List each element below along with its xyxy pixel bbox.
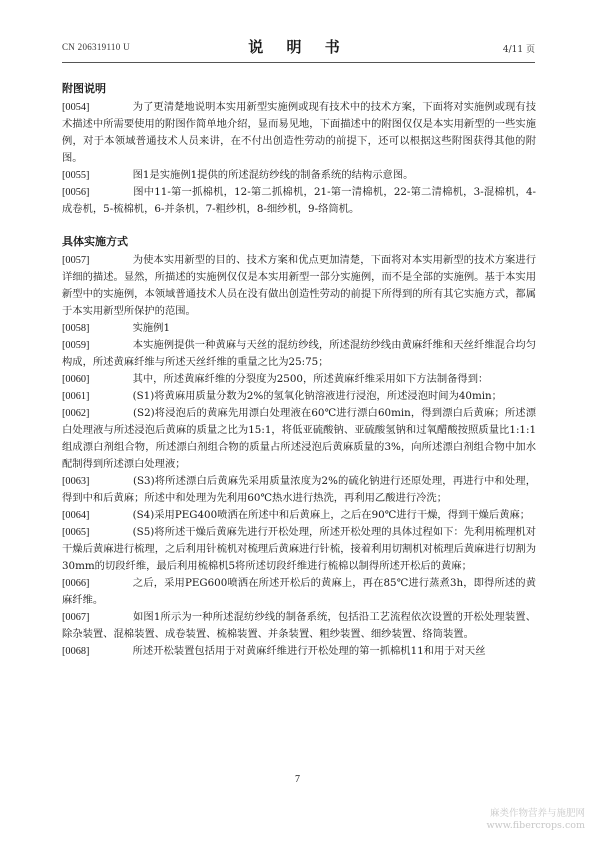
paragraph-0068 [62, 643, 536, 660]
document-body [62, 80, 536, 660]
paragraph-text: 为了更清楚地说明本实用新型实施例或现有技术中的技术方案，下面将对实施例或现有技术描述中所需要使用的附图作简单地介绍，显而易见地，下面描述中的附图仅仅是本实用新型的一些实施例，对于本领域普通技术人员来讲，在不付出创造性劳动的前提下，还可以根据这些附图获得其他的附图。 [62, 101, 536, 164]
paragraph-0060 [62, 371, 536, 388]
paragraph-number: [0056] [62, 187, 90, 198]
paragraph-text: (S2)将浸泡后的黄麻先用漂白处理液在60℃进行漂白60min，得到漂白后黄麻；所述漂白处理液与所述浸泡后黄麻的质量之比为15:1，将低亚硫酸钠、亚硫酸氢钠和过氧醋酸按照质量比1:1:1组成漂白剂组合物，所述漂白剂组合物的质量占所述浸泡后黄麻质量的3%，向所述漂白剂组合物中加水配制得到所述漂白处理液； [62, 407, 536, 470]
paragraph-text: 为使本实用新型的目的、技术方案和优点更加清楚，下面将对本实用新型的技术方案进行详细的描述。显然，所描述的实施例仅仅是本实用新型一部分实施例，而不是全部的实施例。基于本实用新型中的实施例，本领域普通技术人员在没有做出创造性劳动的前提下所得到的所有其它实施方式，都属于本实用新型所保护的范围。 [62, 254, 536, 317]
paragraph-text: (S1)将黄麻用质量分数为2%的氢氧化钠溶液进行浸泡，所述浸泡时间为40min； [112, 390, 502, 402]
paragraph-number: [0054] [62, 102, 90, 113]
paragraph-text: (S3)将所述漂白后黄麻先采用质量浓度为2%的硫化钠进行还原处理，再进行中和处理，得到中和后黄麻；所述中和处理为先利用60℃热水进行热洗，再利用乙酸进行冷洗； [62, 475, 536, 504]
paragraph-text: 图1是实施例1提供的所述混纺纱线的制备系统的结构示意图。 [112, 169, 414, 181]
paragraph-text: 实施例1 [112, 322, 171, 334]
paragraph-0059 [62, 337, 536, 371]
section-heading-drawings: 附图说明 [62, 82, 106, 95]
paragraph-text: 本实施例提供一种黄麻与天丝的混纺纱线，所述混纺纱线由黄麻纤维和天丝纤维混合均匀构成，所述黄麻纤维与所述天丝纤维的重量之比为25:75； [62, 339, 536, 368]
header-divider [62, 62, 535, 63]
paragraph-text: 所述开松装置包括用于对黄麻纤维进行开松处理的第一抓棉机11和用于对天丝 [112, 645, 486, 657]
section-heading-embodiments: 具体实施方式 [62, 235, 128, 248]
paragraph-text: (S5)将所述干燥后黄麻先进行开松处理，所述开松处理的具体过程如下：先利用梳理机对干燥后黄麻进行梳理，之后利用针梳机对梳理后黄麻进行针梳，接着利用切割机对梳理后黄麻进行切割为30mm的切段纤维，最后利用梳棉机5将所述切段纤维进行梳棉以制得所述开松后的黄麻； [62, 526, 536, 572]
paragraph-0054 [62, 99, 536, 167]
paragraph-number: [0068] [62, 646, 90, 657]
paragraph-number: [0055] [62, 170, 90, 181]
paragraph-number: [0066] [62, 578, 90, 589]
paragraph-0055 [62, 167, 536, 184]
paragraph-number: [0058] [62, 323, 90, 334]
paragraph-0065 [62, 524, 536, 575]
paragraph-text: 如图1所示为一种所述混纺纱线的制备系统，包括沿工艺流程依次设置的开松处理装置、除杂装置、混棉装置、成卷装置、梳棉装置、并条装置、粗纱装置、细纱装置、络筒装置。 [62, 611, 536, 640]
paragraph-text: 图中11-第一抓棉机，12-第二抓棉机，21-第一清棉机，22-第二清棉机，3-混棉机，4-成卷机，5-梳棉机，6-并条机，7-粗纱机，8-细纱机，9-络筒机。 [62, 186, 536, 215]
page-number: 7 [295, 774, 300, 785]
paragraph-number: [0060] [62, 374, 90, 385]
paragraph-text: 之后，采用PEG600喷洒在所述开松后的黄麻上，再在85℃进行蒸煮3h，即得所述的黄麻纤维。 [62, 577, 536, 606]
paragraph-number: [0064] [62, 510, 90, 521]
paragraph-number: [0059] [62, 340, 90, 351]
paragraph-0058 [62, 320, 536, 337]
paragraph-text: (S4)采用PEG400喷洒在所述中和后黄麻上，之后在90℃进行干燥，得到干燥后黄麻； [112, 509, 531, 521]
paragraph-0062 [62, 405, 536, 473]
paragraph-number: [0061] [62, 391, 90, 402]
page-indicator: 4/11 页 [502, 45, 535, 55]
paragraph-number: [0065] [62, 527, 90, 538]
paragraph-0067 [62, 609, 536, 643]
paragraph-number: [0063] [62, 476, 90, 487]
paragraph-0064 [62, 507, 536, 524]
paragraph-number: [0062] [62, 408, 90, 419]
paragraph-text: 其中，所述黄麻纤维的分裂度为2500，所述黄麻纤维采用如下方法制备得到： [112, 373, 489, 385]
paragraph-0056 [62, 184, 536, 218]
page-header [62, 34, 535, 60]
document-number: CN 206319110 U [62, 42, 130, 52]
document-title: 说 明 书 [248, 38, 349, 56]
paragraph-number: [0057] [62, 255, 90, 266]
paragraph-0057 [62, 252, 536, 320]
watermark-site-name: 麻类作物营养与施肥网 [489, 808, 585, 819]
paragraph-0066 [62, 575, 536, 609]
site-watermark [487, 808, 585, 832]
watermark-url: www.fibercrops.com [486, 820, 585, 831]
paragraph-0063 [62, 473, 536, 507]
paragraph-0061 [62, 388, 536, 405]
paragraph-number: [0067] [62, 612, 90, 623]
